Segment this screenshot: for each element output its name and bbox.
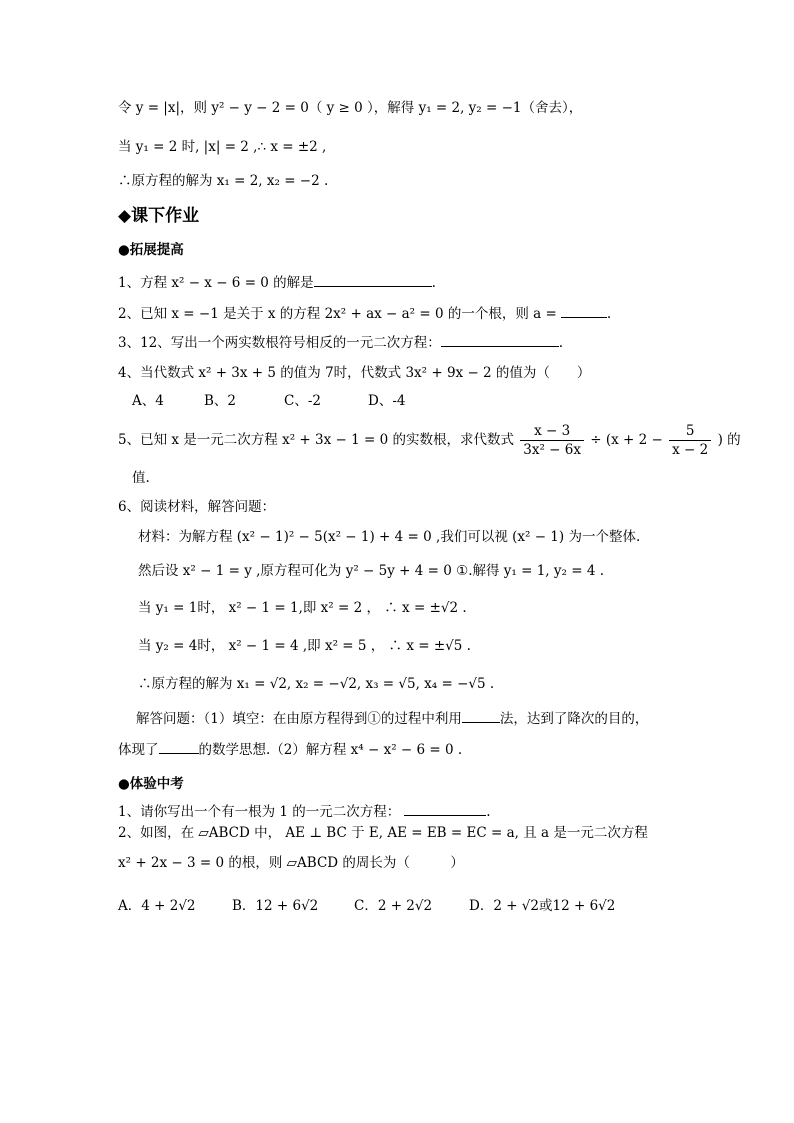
fraction-2	[669, 422, 711, 459]
fraction-1-numerator: x − 3	[520, 422, 584, 441]
answer-blank[interactable]	[159, 739, 199, 754]
fraction-1-denominator: 3x² − 6x	[523, 442, 581, 458]
exam-question-2-options	[118, 895, 615, 917]
option-b[interactable]: B、2	[204, 393, 237, 409]
question-3-end: .	[558, 335, 564, 351]
option-d[interactable]: D、-4	[368, 393, 406, 409]
part1-title: ●拓展提高	[118, 242, 184, 258]
question-5-mid: ÷ (x + 2 −	[590, 432, 663, 448]
question-6-ask-d: 的数学思想.（2）解方程 x⁴ − x² − 6 = 0 .	[198, 742, 463, 758]
option-a[interactable]: A．4 + 2√2	[118, 898, 196, 914]
question-6-ask-2	[118, 739, 462, 761]
material-line-3: 当 y₁ = 1时， x² − 1 = 1,即 x² = 2 ， ∴ x = ±√2 .	[138, 600, 467, 616]
question-2-end: .	[606, 306, 612, 322]
question-3	[118, 332, 563, 354]
question-5-cont: 值.	[132, 470, 150, 486]
question-1	[118, 272, 436, 294]
fraction-2-denominator: x − 2	[672, 442, 709, 458]
section-title: ◆课下作业	[118, 206, 200, 226]
intro-line-2: 当 y₁ = 2 时, |x| = 2 ,∴ x = ±2 ,	[118, 139, 327, 155]
answer-blank[interactable]	[404, 801, 486, 816]
answer-blank[interactable]	[441, 332, 559, 347]
material-line-2: 然后设 x² − 1 = y ,原方程可化为 y² − 5y + 4 = 0 ①.解得 y₁ = 1, y₂ = 4 .	[138, 563, 604, 579]
option-a[interactable]: A、4	[132, 393, 164, 409]
question-6-ask-c: 体现了	[118, 742, 159, 758]
option-b[interactable]: B．12 + 6√2	[232, 898, 319, 914]
exam-question-1-end: .	[486, 804, 491, 820]
question-1-text: 1、方程 x² − x − 6 = 0 的解是	[118, 275, 314, 291]
fraction-1	[520, 422, 584, 459]
question-5-end: ) 的	[717, 432, 741, 448]
question-6-ask	[136, 708, 648, 730]
part2-title: ●体验中考	[118, 776, 184, 792]
question-4: 4、当代数式 x² + 3x + 5 的值为 7时，代数式 3x² + 9x − 2 的值为（ ）	[118, 365, 591, 381]
answer-blank[interactable]	[561, 303, 607, 318]
question-2	[118, 303, 611, 325]
exam-question-1	[118, 801, 491, 823]
material-line-4: 当 y₂ = 4时， x² − 1 = 4 ,即 x² = 5 ， ∴ x = ±√5 .	[138, 638, 471, 654]
answer-blank[interactable]	[314, 272, 432, 287]
option-c[interactable]: C、-2	[284, 393, 321, 409]
option-d[interactable]: D．2 + √2或12 + 6√2	[469, 898, 616, 914]
option-c[interactable]: C．2 + 2√2	[354, 898, 433, 914]
question-2-text: 2、已知 x = −1 是关于 x 的方程 2x² + ax − a² = 0 的一个根，则 a =	[118, 306, 557, 322]
material-line-5: ∴原方程的解为 x₁ = √2, x₂ = −√2, x₃ = √5, x₄ = −√5 .	[138, 676, 495, 692]
exam-question-2-cont: x² + 2x − 3 = 0 的根，则 ▱ABCD 的周长为（ ）	[118, 855, 464, 871]
intro-line-3: ∴原方程的解为 x₁ = 2, x₂ = −2 .	[118, 173, 329, 189]
answer-blank[interactable]	[462, 708, 500, 723]
question-6-ask-b: 法，达到了降次的目的，	[499, 711, 649, 727]
question-6-title: 6、阅读材料，解答问题：	[118, 499, 276, 515]
question-6-ask-a: 解答问题：（1）填空：在由原方程得到①的过程中利用	[136, 711, 462, 727]
exam-question-2: 2、如图，在 ▱ABCD 中， AE ⊥ BC 于 E, AE = EB = EC = a, 且 a 是一元二次方程	[118, 825, 648, 841]
question-5-text: 5、已知 x 是一元二次方程 x² + 3x − 1 = 0 的实数根，求代数式	[118, 432, 514, 448]
material-line-1: 材料：为解方程 (x² − 1)² − 5(x² − 1) + 4 = 0 ,我们可以视 (x² − 1) 为一个整体.	[138, 529, 641, 545]
fraction-2-numerator: 5	[669, 422, 711, 441]
question-4-options	[132, 390, 405, 412]
exam-question-1-text: 1、请你写出一个有一根为 1 的一元二次方程：	[118, 804, 401, 820]
question-5	[118, 418, 741, 462]
question-1-end: .	[431, 275, 436, 291]
intro-line-1: 令 y = |x|，则 y² − y − 2 = 0（ y ≥ 0 ），解得 y₁ = 2, y₂ = −1（舍去），	[118, 100, 583, 116]
question-3-text: 3、12、写出一个两实数根符号相反的一元二次方程：	[118, 335, 441, 351]
